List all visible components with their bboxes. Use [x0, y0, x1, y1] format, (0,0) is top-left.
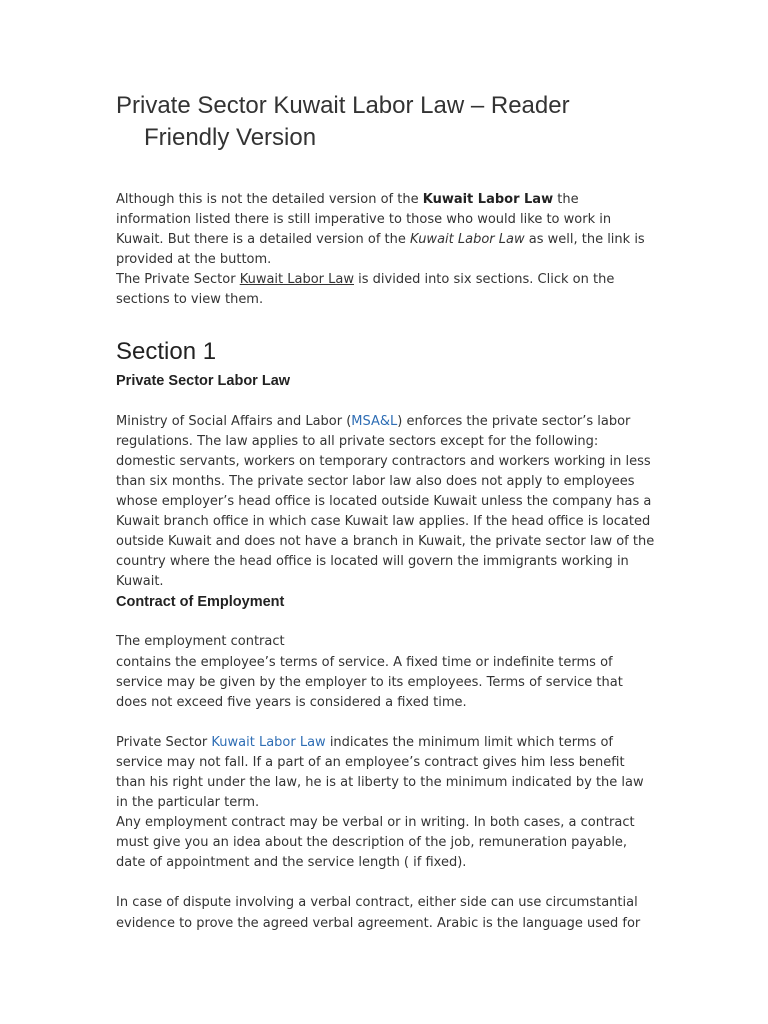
kuwait-labor-law-blue-link[interactable]: Kuwait Labor Law: [211, 734, 326, 750]
msal-link[interactable]: MSA&L: [351, 413, 398, 429]
page-title-line-1: Private Sector Kuwait Labor Law – Reader: [116, 92, 570, 119]
contract-paragraph-2: [116, 733, 656, 813]
contract-p1-rest: contains the employee’s terms of service. A fixed time or indefinite terms of service may be given by the employer to its employees. Terms of service that does not exceed five years is considered a fixed time.: [116, 654, 623, 710]
document-page: [116, 90, 656, 934]
intro-paragraph-1: [116, 190, 656, 270]
contract-p1-line-1: The employment contract: [116, 634, 285, 650]
section-1-heading: Section 1: [116, 337, 217, 365]
intro-text-c: as well, the link is provided at the buttom.: [116, 232, 645, 268]
intro-p2-text-a: The Private Sector: [116, 272, 240, 288]
intro-text-a: Although this is not the detailed version of the: [116, 192, 423, 207]
contract-paragraph-4: In case of dispute involving a verbal contract, either side can use circumstantial evidence to prove the agreed verbal agreement. Arabic is the language used for: [116, 895, 641, 931]
contract-paragraph-1: [116, 632, 656, 712]
page-title: [116, 90, 656, 154]
intro-text-b: the information listed there is still imperative to those who would like to work in Kuwait. But there is a detailed version of the: [116, 192, 612, 248]
section-1-text-b: ) enforces the private sector’s labor regulations. The law applies to all private sectors except for the following: domestic servants, workers on temporary contractors and workers working in less than six months. The private sector labor law also does not apply to employees whose employer’s head office is located outside Kuwait unless the company has a Kuwait branch office in which case Kuwait law applies. If the head office is located outside Kuwait and does not have a branch in Kuwait, the private sector law of the country where the head office is located will govern the immigrants working in Kuwait.: [116, 413, 655, 590]
intro-p2-text-b: is divided into six sections. Click on the sections to view them.: [116, 272, 615, 308]
contract-paragraph-3: Any employment contract may be verbal or in writing. In both cases, a contract must give you an idea about the description of the job, remuneration payable, date of appointment and the service length ( if fixed).: [116, 815, 635, 871]
contract-p2-text-a: Private Sector: [116, 734, 212, 750]
private-sector-labor-law-heading: Private Sector Labor Law: [116, 372, 291, 389]
section-1-text-a: Ministry of Social Affairs and Labor (: [116, 413, 352, 429]
intro-bold-kuwait-labor-law: Kuwait Labor Law: [422, 192, 554, 207]
contract-p2-text-b: indicates the minimum limit which terms of service may not fall. If a part of an employee’s contract gives him less benefit than his right under the law, he is at liberty to the minimum indicated by the law in the particular term.: [116, 734, 644, 811]
section-1-paragraph: [116, 412, 656, 593]
contract-of-employment-heading: Contract of Employment: [116, 594, 285, 611]
intro-paragraph-2: [116, 270, 656, 310]
kuwait-labor-law-link[interactable]: Kuwait Labor Law: [239, 272, 354, 288]
intro-italic-kuwait-labor-law: Kuwait Labor Law: [410, 232, 525, 248]
page-title-line-2: Friendly Version: [144, 124, 317, 151]
